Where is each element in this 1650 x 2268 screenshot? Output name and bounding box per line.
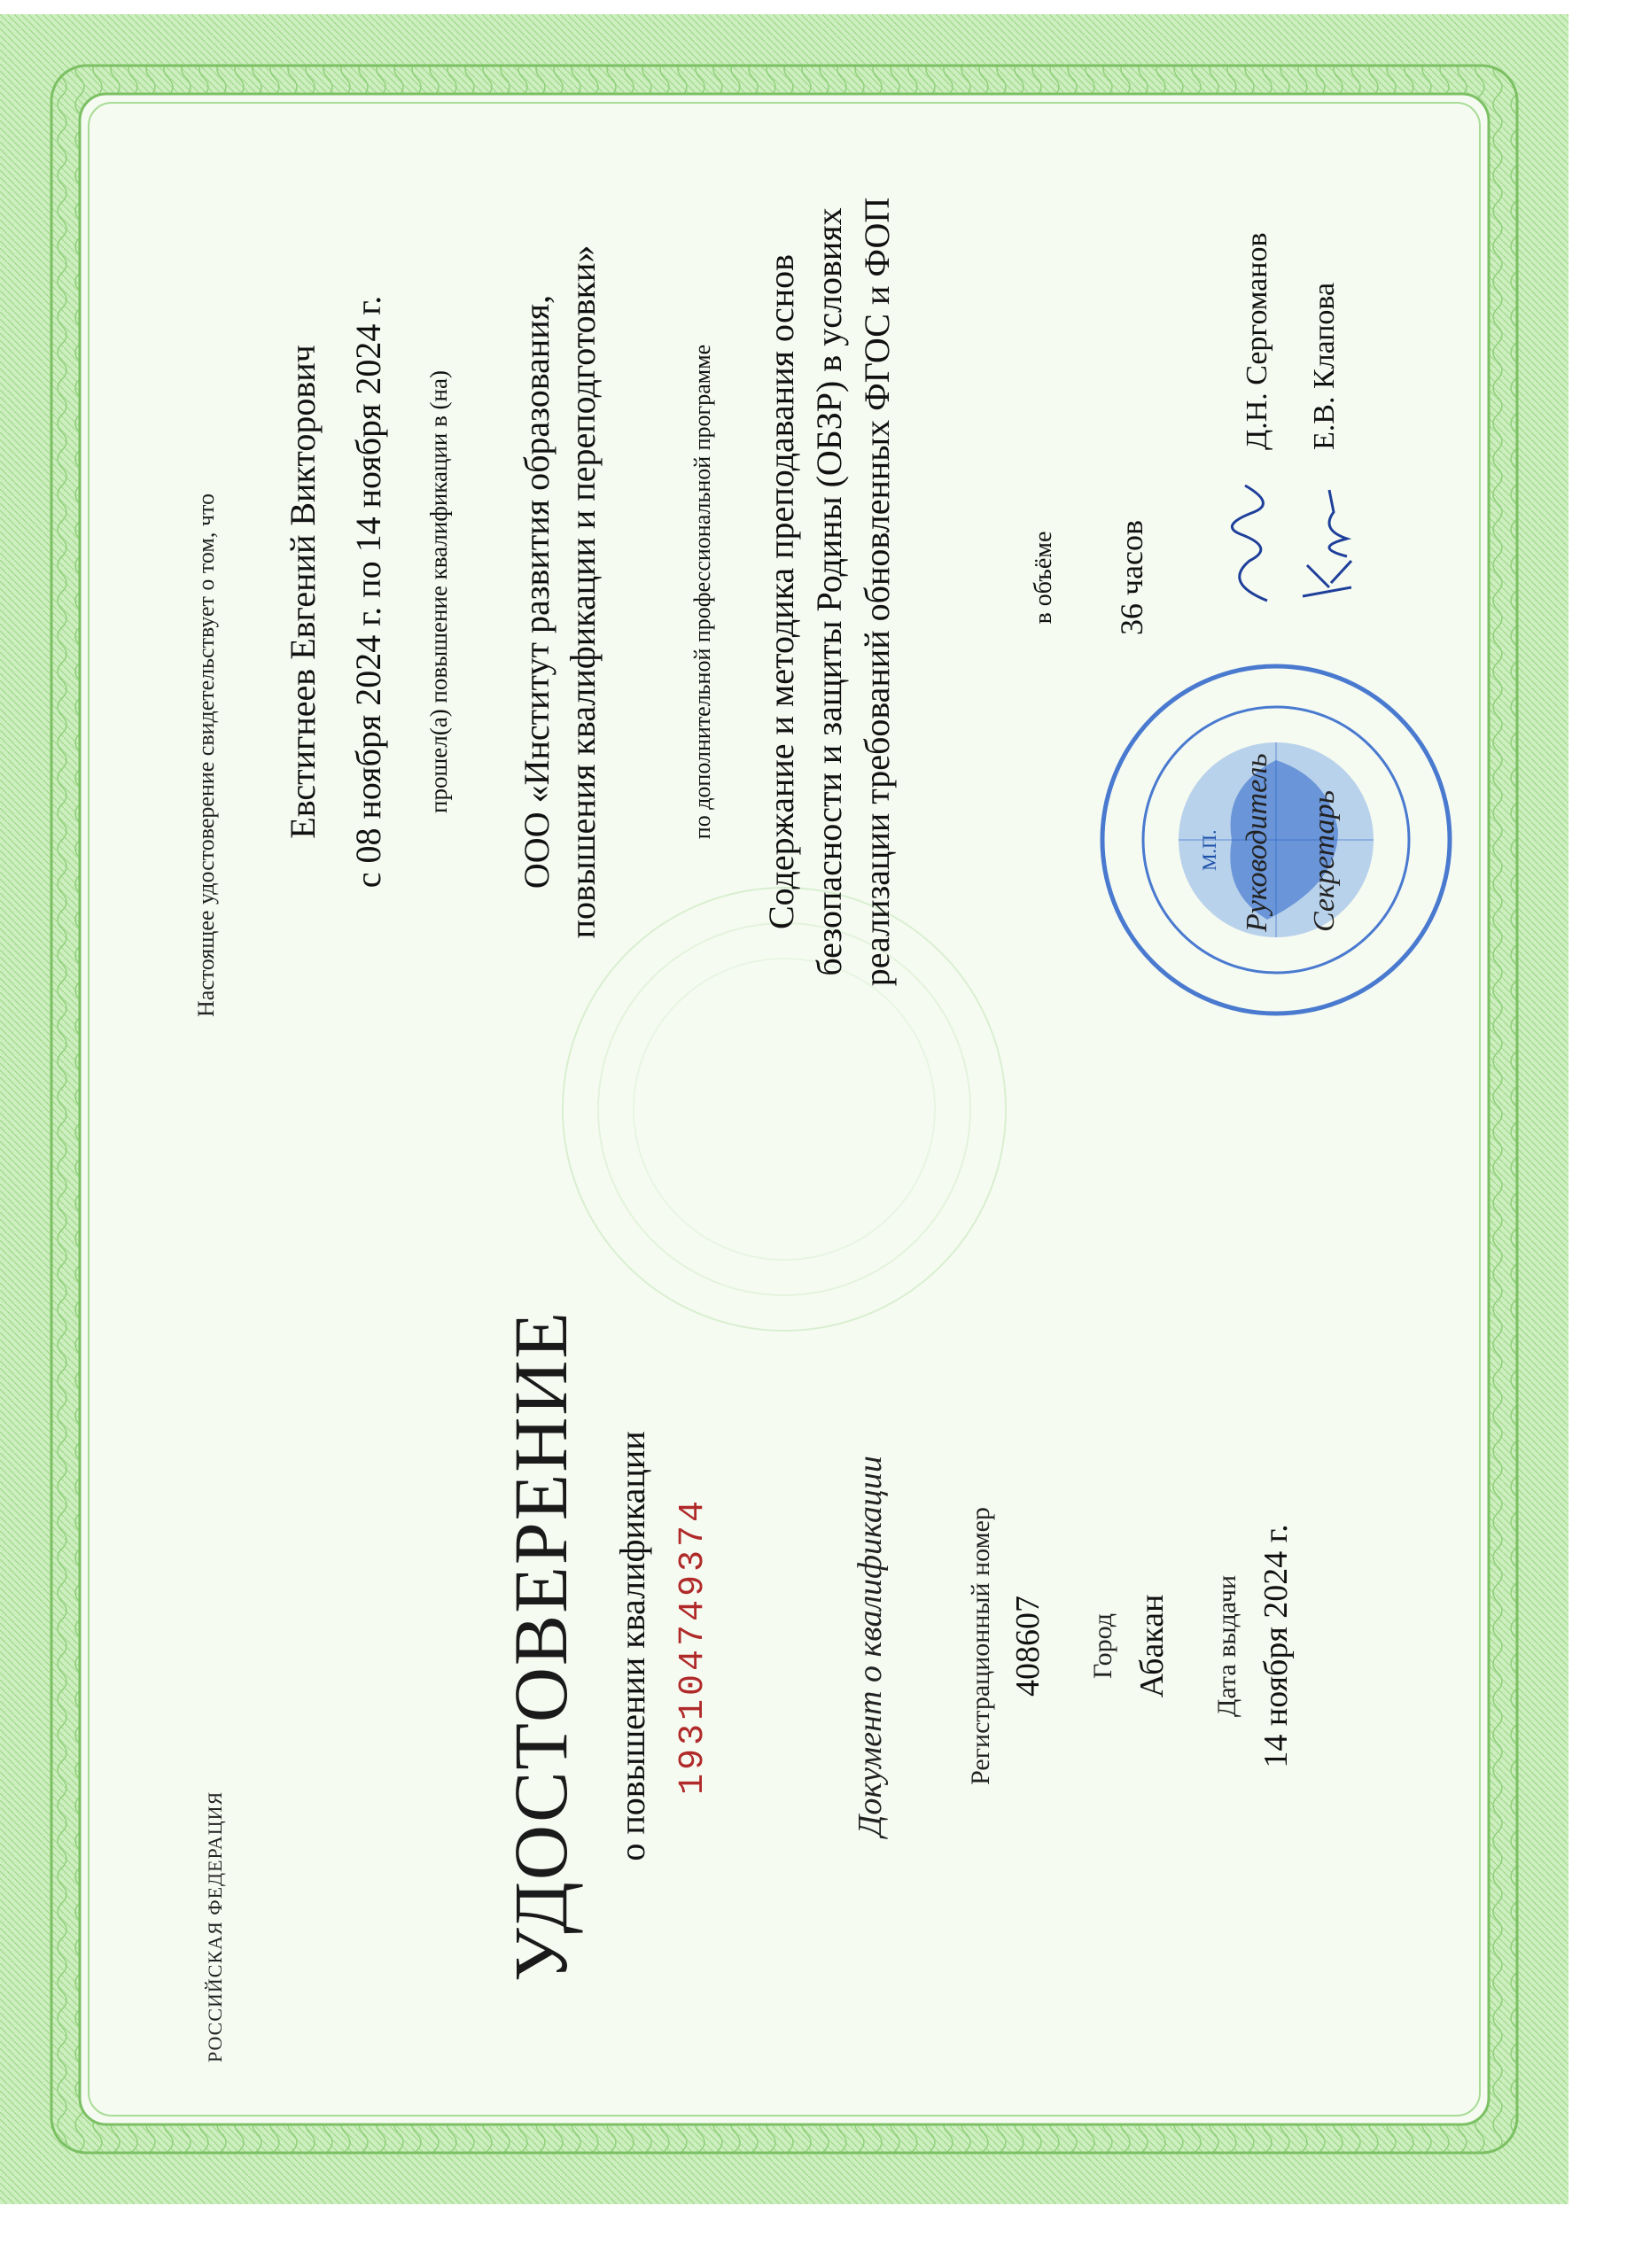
- director-signature: [1214, 477, 1294, 610]
- program-intro: по дополнительной профессиональной программе: [689, 344, 715, 840]
- organization-line-1: ООО «Институт развития образования,: [517, 294, 556, 889]
- document-title: УДОСТОВЕРЕНИЕ: [498, 1310, 583, 1982]
- training-period: с 08 ноября 2024 г. по 14 ноября 2024 г.: [348, 295, 388, 889]
- volume-label: в объёме: [1030, 531, 1057, 625]
- passed-text: прошел(а) повышение квалификации в (на): [425, 370, 452, 813]
- hours-value: 36 часов: [1114, 519, 1149, 636]
- director-name: Д.Н. Сергоманов: [1241, 232, 1273, 450]
- recipient-name: Евстигнеев Евгений Викторович: [283, 345, 323, 839]
- certificate: [0, 14, 1568, 2204]
- registration-label: Регистрационный номер: [966, 1507, 995, 1785]
- registration-number: 408607: [1009, 1596, 1047, 1697]
- country-label: РОССИЙСКАЯ ФЕДЕРАЦИЯ: [204, 1790, 226, 2062]
- issue-date-label: Дата выдачи: [1212, 1574, 1241, 1718]
- city-label: Город: [1088, 1612, 1117, 1680]
- program-line-1: Содержание и методика преподавания основ: [761, 253, 801, 930]
- document-number: 193104749374: [673, 1496, 713, 1796]
- document-subtitle: о повышении квалификации: [612, 1431, 652, 1861]
- program-line-3: реализации требований обновленных ФГОС и ФОП: [857, 197, 897, 987]
- secretary-name: Е.В. Клапова: [1308, 282, 1341, 450]
- stamp-mark: М.П.: [1198, 829, 1220, 871]
- organization-line-2: повышения квалификации и переподготовки»: [563, 245, 603, 939]
- secretary-signature: [1285, 477, 1365, 610]
- city-value: Абакан: [1133, 1594, 1171, 1698]
- director-role: Руководитель: [1241, 753, 1273, 932]
- program-line-2: безопасности и защиты Родины (ОБЗР) в условиях: [809, 207, 849, 976]
- issue-date: 14 ноября 2024 г.: [1257, 1524, 1295, 1768]
- secretary-role: Секретарь: [1308, 790, 1341, 932]
- intro-text: Настоящее удостоверение свидетельствует о том, что: [193, 493, 219, 1017]
- document-type: Документ о квалификации: [852, 1456, 889, 1837]
- round-seal-stamp: [1090, 654, 1462, 1026]
